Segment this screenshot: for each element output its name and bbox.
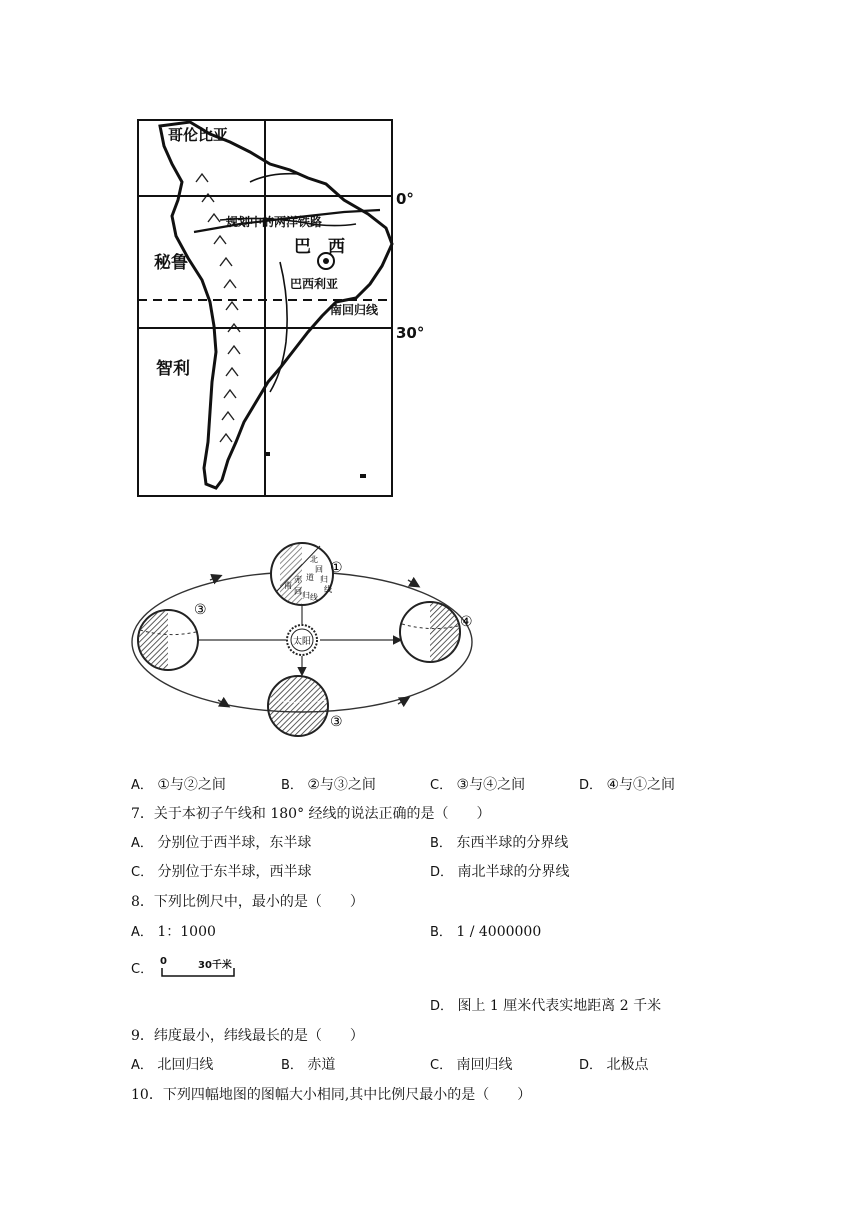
q7-option-a[interactable]: A． 分别位于西半球，东半球 (131, 835, 312, 851)
svg-text:道: 道 (306, 573, 314, 582)
globe-right (400, 602, 473, 662)
svg-text:北: 北 (310, 555, 318, 564)
label-peru: 秘鲁 (154, 253, 188, 273)
q8-option-d[interactable]: D． 图上 1 厘米代表实地距离 2 千米 (430, 998, 662, 1014)
sun-label: 太阳 (292, 637, 312, 647)
q10-stem: 10．下列四幅地图的图幅大小相同,其中比例尺最小的是（ ） (131, 1087, 532, 1103)
svg-text:归: 归 (320, 575, 328, 584)
q8-option-c[interactable]: C． (131, 962, 154, 977)
label-colombia: 哥伦比亚 (168, 126, 229, 144)
label-lat30: 30° (396, 324, 425, 342)
scale-bar-zero: 0 (160, 956, 167, 967)
label-brazil: 巴 西 (294, 237, 345, 257)
label-brasilia: 巴西利亚 (290, 277, 339, 291)
q9-option-c[interactable]: C． 南回归线 (430, 1057, 513, 1073)
q6-option-b[interactable]: B． ②与③之间 (281, 777, 376, 793)
earth-orbit-diagram (130, 532, 490, 742)
q7-option-d[interactable]: D． 南北半球的分界线 (430, 864, 570, 880)
scale-bar-distance: 30千米 (198, 960, 232, 971)
q8-stem: 8．下列比例尺中，最小的是（ ） (131, 894, 364, 910)
q7-option-b[interactable]: B． 东西半球的分界线 (430, 835, 569, 851)
marker-right: ④ (460, 614, 473, 630)
scale-bar-line (158, 966, 240, 980)
svg-text:赤: 赤 (294, 575, 302, 584)
south-america-map (130, 112, 440, 502)
q6-option-d[interactable]: D． ④与①之间 (579, 777, 676, 793)
q8-option-a[interactable]: A． 1：1000 (131, 924, 216, 940)
label-equator: 0° (396, 190, 414, 208)
q9-option-d[interactable]: D． 北极点 (579, 1057, 649, 1073)
q6-option-c[interactable]: C． ③与④之间 (430, 777, 526, 793)
q7-stem: 7．关于本初子午线和 180° 经线的说法正确的是（ ） (131, 806, 491, 822)
q8-option-b[interactable]: B． 1 / 4000000 (430, 924, 542, 940)
globe-bottom (268, 676, 343, 736)
svg-text:南: 南 (284, 581, 292, 590)
svg-text:线: 线 (310, 593, 318, 602)
label-chile: 智利 (156, 359, 190, 379)
svg-text:回: 回 (294, 587, 302, 596)
q6-option-a[interactable]: A． ①与②之间 (131, 777, 226, 793)
svg-text:线: 线 (324, 585, 332, 594)
q7-option-c[interactable]: C． 分别位于东半球，西半球 (131, 864, 312, 880)
marker-bottom: ③ (330, 714, 343, 730)
marker-left: ③ (194, 602, 207, 618)
label-railway: 规划中的两洋铁路 (226, 215, 323, 229)
sun (287, 625, 317, 655)
scale-bar (158, 956, 240, 982)
q9-stem: 9．纬度最小，纬线最长的是（ ） (131, 1028, 364, 1044)
globe-top (271, 543, 343, 605)
label-tropic: 南回归线 (330, 303, 379, 317)
marker-top: ① (330, 560, 343, 576)
svg-text:回: 回 (315, 565, 323, 574)
svg-text:归: 归 (302, 591, 310, 600)
q9-option-a[interactable]: A． 北回归线 (131, 1057, 214, 1073)
q9-option-b[interactable]: B． 赤道 (281, 1057, 336, 1073)
